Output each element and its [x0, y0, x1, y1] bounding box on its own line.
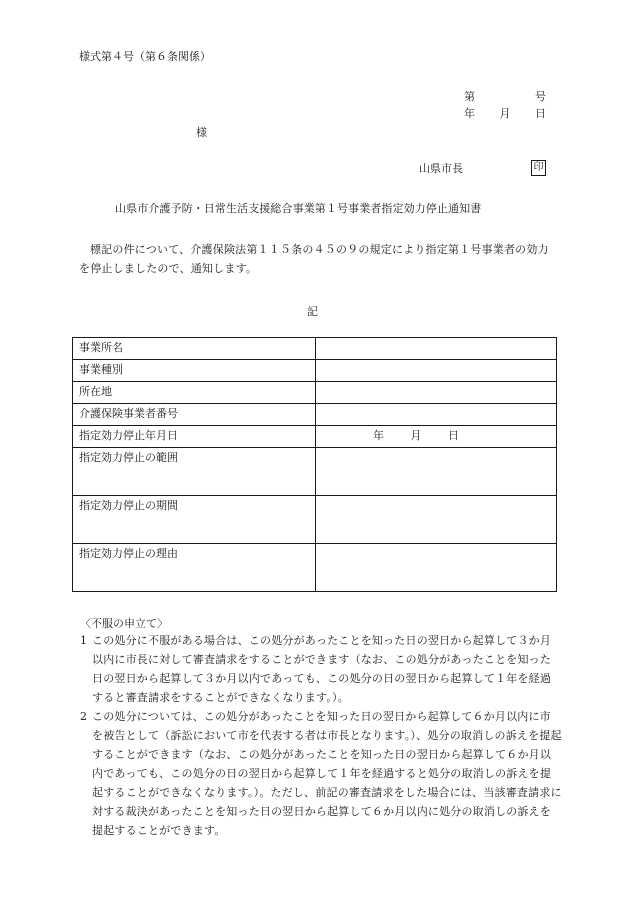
- ki-heading: 記: [307, 305, 318, 318]
- recipient-suffix: 様: [196, 126, 207, 139]
- table-row: [73, 382, 557, 404]
- table-row: [73, 360, 557, 382]
- row-value: [316, 448, 557, 496]
- date-day: 日: [448, 429, 459, 442]
- row-value: [316, 496, 557, 544]
- row-value: [316, 544, 557, 592]
- document-number: [464, 90, 546, 104]
- row-label: 指定効力停止の範囲: [73, 448, 316, 496]
- appeal-item: [80, 707, 562, 840]
- table-row: [73, 404, 557, 426]
- date-month: 月: [410, 429, 422, 442]
- form-id: 様式第４号（第６条関係）: [79, 50, 211, 63]
- row-label: 介護保険事業者番号: [73, 404, 316, 426]
- date-day: 日: [535, 107, 546, 120]
- table-row: [73, 338, 557, 360]
- table-row: [73, 544, 557, 592]
- appeal-heading: 〈不服の申立て〉: [80, 617, 168, 630]
- number-prefix: 第: [464, 90, 475, 103]
- appeal-item: [80, 631, 562, 707]
- appeal-item-text: この処分に不服がある場合は、この処分があったことを知った日の翌日から起算して３か月以内に市長に対して審査請求をすることができます（なお、この処分があったことを知った日の翌日から起算して３か月以内であっても、この処分の日の翌日から起算して１年を経過すると審査請求をすることができなくなります。）。: [92, 634, 552, 704]
- table-row: [73, 496, 557, 544]
- details-table: [72, 337, 557, 592]
- row-value: [316, 382, 557, 404]
- appeal-item-text: この処分については、この処分があったことを知った日の翌日から起算して６か月以内に市を被告として（訴訟において市を代表する者は市長となります。）、処分の取消しの訴えを提起することができます（なお、この処分があったことを知った日の翌日から起算して６か月以内であっても、この処分の日の翌日から起算して１年を経過すると処分の取消しの訴えを提起することができなくなります。）。ただし、前記の審査請求をした場合には、当該審査請求に対する裁決があったことを知った日の翌日から起算して６か月以内に処分の取消しの訴えを提起することができます。: [92, 710, 562, 837]
- suspension-date: [373, 426, 459, 446]
- row-value: [316, 360, 557, 382]
- row-label: 指定効力停止年月日: [73, 426, 316, 448]
- notice-body: 標記の件について、介護保険法第１１５条の４５の９の規定により指定第１号事業者の効力を停止しましたので、通知します。: [79, 243, 549, 275]
- date-month: 月: [499, 107, 511, 120]
- row-value: [316, 338, 557, 360]
- row-label: 指定効力停止の期間: [73, 496, 316, 544]
- row-value: [316, 404, 557, 426]
- document-date: [464, 107, 546, 121]
- date-year: 年: [373, 429, 384, 442]
- document-title: 山県市介護予防・日常生活支援総合事業第１号事業者指定効力停止通知書: [115, 202, 482, 215]
- row-label: 指定効力停止の理由: [73, 544, 316, 592]
- date-year: 年: [464, 107, 475, 120]
- row-label: 事業種別: [73, 360, 316, 382]
- appeal-item-number: 2: [80, 710, 88, 723]
- appeal-item-number: 1: [80, 634, 88, 647]
- row-label: 事業所名: [73, 338, 316, 360]
- row-label: 所在地: [73, 382, 316, 404]
- row-value: [316, 426, 557, 448]
- number-suffix: 号: [535, 90, 546, 103]
- table-row: [73, 426, 557, 448]
- table-row: [73, 448, 557, 496]
- seal-mark: 印: [531, 160, 546, 176]
- issuer-title: 山県市長: [419, 162, 463, 175]
